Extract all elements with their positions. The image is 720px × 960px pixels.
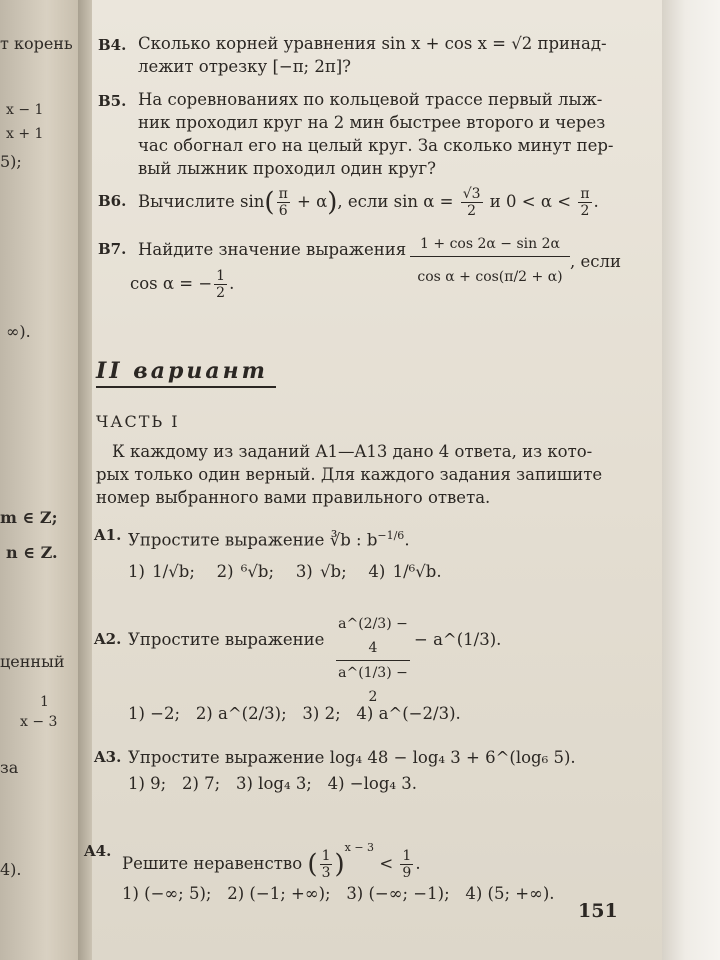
- answer-option: 3) log₄ 3;: [236, 774, 312, 793]
- fraction-denominator: 2: [216, 285, 226, 301]
- answer-option: 2) 7;: [182, 774, 221, 793]
- answer-option: 4) 1/⁶√b.: [368, 562, 442, 581]
- task-label: A4.: [84, 842, 112, 860]
- text-run: .: [404, 530, 410, 550]
- task-formula: Решите неравенство ( $\frac{1}{3}$ )$^{x - 3}$ < $\frac{1}{9}$ .: [122, 841, 421, 881]
- left-fragment: x + 1: [6, 126, 44, 142]
- left-page: [0, 0, 78, 960]
- answer-option: 2) (−1; +∞);: [227, 884, 331, 903]
- left-fragment: n ∈ Z.: [6, 543, 58, 562]
- task-label: B6.: [98, 192, 127, 210]
- answer-option: 4) −log₄ 3.: [327, 774, 418, 793]
- text-run: .: [593, 192, 599, 211]
- answer-option: 4) (5; +∞).: [465, 884, 555, 903]
- fraction-denominator: cos α + cos(π/2 + α): [417, 269, 563, 285]
- answer-option: 1) 1/√b;: [128, 562, 195, 581]
- variant-heading: II вариант: [96, 358, 276, 388]
- text-run: Вычислите sin: [138, 192, 265, 211]
- answer-options: [128, 702, 461, 725]
- fraction-numerator: 1: [216, 268, 226, 284]
- task-label: B7.: [98, 240, 127, 258]
- answer-option: 3) (−∞; −1);: [346, 884, 450, 903]
- text-run: , если: [570, 252, 621, 271]
- b7-fraction: [410, 232, 570, 289]
- text-run: .: [415, 854, 421, 873]
- text-run: <: [379, 854, 394, 873]
- left-fragment: 5);: [0, 152, 22, 171]
- answer-options: [128, 560, 442, 583]
- exponent: x − 3: [344, 841, 375, 854]
- task-text-line: На соревнованиях по кольцевой трассе первый лыж-: [138, 90, 603, 109]
- textbook-page: [84, 0, 662, 960]
- fraction-denominator: 2: [467, 203, 477, 219]
- intro-line: номер выбранного вами правильного ответа.: [96, 488, 491, 507]
- left-fragment: ∞).: [6, 322, 31, 341]
- fraction-numerator: a^(2/3) − 4: [336, 612, 410, 661]
- fraction-denominator: 3: [321, 865, 331, 881]
- text-run: и 0 < α <: [489, 192, 572, 211]
- text-run: cos α = −: [130, 274, 213, 293]
- fraction-denominator: 2: [580, 203, 590, 219]
- task-formula: Вычислите sin( $\frac{\pi}{6}$ + α), если sin α = $\frac{√3}{2}$ и 0 < α < $\frac{\pi}{2}$ .: [138, 186, 599, 219]
- task-text-line: Сколько корней уравнения sin x + cos x = √2 принад-: [138, 34, 607, 53]
- text-run: + α: [297, 192, 328, 211]
- fraction-numerator: π: [278, 186, 288, 202]
- intro-line: К каждому из заданий A1—A13 дано 4 ответа, из кото-: [112, 442, 593, 461]
- text-run: .: [229, 274, 235, 293]
- task-text-line: Упростите выражение: [128, 630, 325, 649]
- task-label: A2.: [94, 630, 122, 648]
- answer-option: 4) a^(−2/3).: [356, 704, 461, 723]
- left-fragment: т корень: [0, 34, 73, 53]
- task-label: A3.: [94, 748, 122, 766]
- exponent: −1/6: [377, 529, 405, 542]
- book-gutter: [78, 0, 92, 960]
- intro-line: рых только один верный. Для каждого задания запишите: [96, 465, 603, 484]
- task-text-line: вый лыжник проходил один круг?: [138, 159, 437, 178]
- task-text-line: лежит отрезку [−π; 2π]?: [138, 57, 351, 76]
- left-fragment: ценный: [0, 652, 65, 671]
- answer-option: 1) 9;: [128, 774, 167, 793]
- task-text-line: Упростите выражение log₄ 48 − log₄ 3 + 6^(log₆ 5).: [128, 748, 576, 767]
- text-run: − a^(1/3).: [414, 630, 502, 649]
- answer-options: [122, 882, 555, 905]
- fraction-denominator: 9: [402, 865, 412, 881]
- answer-option: 1) (−∞; 5);: [122, 884, 212, 903]
- left-fragment: 1: [40, 694, 49, 710]
- task-label: B4.: [98, 36, 127, 54]
- task-formula: [128, 524, 410, 552]
- answer-option: 3) 2;: [302, 704, 341, 723]
- left-fragment: x − 1: [6, 102, 44, 118]
- task-label: B5.: [98, 92, 127, 110]
- part-heading: ЧАСТЬ I: [96, 412, 180, 431]
- left-fragment: m ∈ Z;: [0, 508, 58, 527]
- page-number: 151: [578, 900, 618, 922]
- left-fragment: 4).: [0, 860, 22, 879]
- task-text-line: час обогнал его на целый круг. За сколько минут пер-: [138, 136, 614, 155]
- answer-option: 2) ⁶√b;: [216, 562, 275, 581]
- page-edge: [662, 0, 720, 960]
- fraction-numerator: π: [580, 186, 590, 202]
- fraction-denominator: a^(1/3) − 2: [338, 665, 408, 705]
- left-fragment: x − 3: [20, 714, 58, 730]
- answer-option: 1) −2;: [128, 704, 181, 723]
- answer-option: 2) a^(2/3);: [195, 704, 287, 723]
- text-run: , если sin α =: [337, 192, 454, 211]
- task-text-line: Найдите значение выражения: [138, 240, 407, 259]
- task-text-line: ник проходил круг на 2 мин быстрее второго и через: [138, 113, 606, 132]
- task-formula: [130, 268, 234, 301]
- a2-fraction: [336, 612, 410, 709]
- fraction-denominator: 6: [278, 203, 288, 219]
- fraction-numerator: 1: [321, 848, 331, 864]
- fraction-numerator: √3: [462, 186, 481, 202]
- fraction-numerator: 1 + cos 2α − sin 2α: [410, 232, 570, 257]
- text-run: Решите неравенство: [122, 854, 303, 873]
- left-fragment: за: [0, 758, 19, 777]
- fraction-numerator: 1: [402, 848, 412, 864]
- answer-options: [128, 772, 417, 795]
- task-label: A1.: [94, 526, 122, 544]
- answer-option: 3) √b;: [295, 562, 347, 581]
- text-run: Упростите выражение ∛b : b: [128, 530, 378, 550]
